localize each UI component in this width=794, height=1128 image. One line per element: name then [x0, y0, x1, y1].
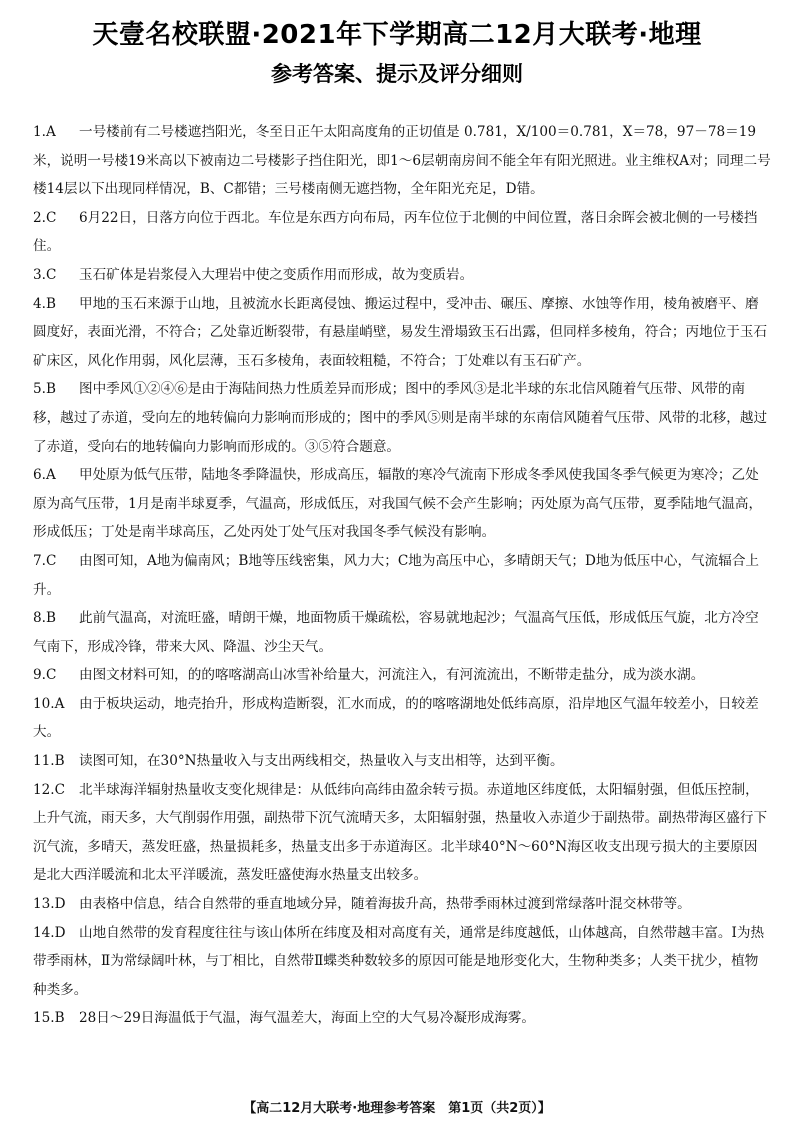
- answer-number: 15.B: [33, 1010, 65, 1027]
- answer-number: 10.A: [33, 695, 65, 712]
- answer-item: [33, 261, 771, 290]
- answer-item: [33, 747, 771, 776]
- answer-explanation: 甲处原为低气压带，陆地冬季降温快，形成高压，辐散的寒冷气流南下形成冬季风使我国冬季气候更为寒冷；乙处原为高气压带，1月是南半球夏季，气温高，形成低压，对我国气候不会产生影响；丙处原为高气压带，夏季陆地气温高，形成低压；丁处是南半球高压，乙处丙处丁处气压对我国冬季气候没有影响。: [33, 467, 763, 541]
- answer-list: [33, 118, 771, 1033]
- answer-number: 4.B: [33, 295, 56, 312]
- page-footer: 【高二12月大联考·地理参考答案 第1页（共2页）】: [243, 1101, 551, 1116]
- answer-explanation: 山地自然带的发育程度往往与该山体所在纬度及相对高度有关，通常是纬度越低，山体越高，自然带越丰富。Ⅰ为热带季雨林，Ⅱ为常绿阔叶林，与丁相比，自然带Ⅱ蝶类种数较多的原因可能是地形变化大，生物种类多；人类干扰少，植物种类多。: [33, 924, 765, 998]
- answer-item: [33, 547, 771, 604]
- answer-explanation: 北半球海洋辐射热量收支变化规律是：从低纬向高纬由盈余转亏损。赤道地区纬度低，太阳辐射强，但低压控制，上升气流，雨天多，大气削弱作用强，副热带下沉气流晴天多，太阳辐射强，热量收入赤道少于副热带。副热带海区盛行下沉气流，多晴天，蒸发旺盛，热量损耗多，热量支出多于赤道海区。北半球40°N～60°N海区收支出现亏损大的主要原因是北大西洋暖流和北太平洋暖流，蒸发旺盛使海水热量支出较多。: [33, 781, 768, 884]
- answer-item: [33, 919, 771, 1005]
- answer-item: [33, 776, 771, 890]
- answer-item: [33, 375, 771, 461]
- answer-item: [33, 890, 771, 919]
- answer-explanation: 6月22日，日落方向位于西北。车位是东西方向布局，丙车位位于北侧的中间位置，落日余晖会被北侧的一号楼挡住。: [33, 209, 758, 255]
- answer-number: 7.C: [33, 552, 57, 569]
- answer-explanation: 玉石矿体是岩浆侵入大理岩中使之变质作用而形成，故为变质岩。: [79, 266, 474, 283]
- answer-item: [33, 690, 771, 747]
- answer-explanation: 此前气温高，对流旺盛，晴朗干燥，地面物质干燥疏松，容易就地起沙；气温高气压低，形成低压气旋，北方冷空气南下，形成冷锋，带来大风、降温、沙尘天气。: [33, 610, 759, 655]
- answer-explanation: 一号楼前有二号楼遮挡阳光，冬至日正午太阳高度角的正切值是 0.781，X/100＝0.781，X＝78，97－78＝19米，说明一号楼19米高以下被南边二号楼影子挡住阳光，即1～6层朝南房间不能全年有阳光照进。业主维权A对；同理二号楼14层以下出现同样情况，B、C都错；三号楼南侧无遮挡物，全年阳光充足，D错。: [33, 124, 771, 198]
- answer-explanation: 由于板块运动，地壳抬升，形成构造断裂，汇水而成，的的喀喀湖地处低纬高原，沿岸地区气温年较差小，日较差大。: [33, 695, 759, 741]
- answer-item: [33, 661, 771, 690]
- answer-item: [33, 1004, 771, 1033]
- answer-number: 12.C: [33, 781, 66, 798]
- answer-item: [33, 604, 771, 661]
- answer-item: [33, 290, 771, 376]
- answer-number: 2.C: [33, 209, 57, 226]
- answer-number: 3.C: [33, 266, 57, 283]
- answer-explanation: 28日～29日海温低于气温，海气温差大，海面上空的大气易冷凝形成海雾。: [79, 1010, 535, 1027]
- answer-number: 1.A: [33, 124, 56, 140]
- answer-number: 14.D: [33, 924, 66, 941]
- page-title: 天壹名校联盟·2021年下学期高二12月大联考·地理: [92, 20, 702, 50]
- answer-number: 5.B: [33, 381, 56, 398]
- answer-number: 13.D: [33, 896, 66, 913]
- answer-item: [33, 118, 771, 204]
- answer-number: 9.C: [33, 667, 57, 684]
- answer-explanation: 图中季风①②④⑥是由于海陆间热力性质差异而形成；图中的季风③是北半球的东北信风随着气压带、风带的南移，越过了赤道，受向左的地转偏向力影响而形成的；图中的季风⑤则是南半球的东南信风随着气压带、风带的北移，越过了赤道，受向右的地转偏向力影响而形成的。③⑤符合题意。: [33, 381, 768, 455]
- answer-number: 11.B: [33, 753, 65, 770]
- page-subtitle: 参考答案、提示及评分细则: [271, 62, 523, 86]
- answer-number: 8.B: [33, 610, 56, 627]
- answer-explanation: 由图文材料可知，的的喀喀湖高山冰雪补给量大，河流注入，有河流流出，不断带走盐分，成为淡水湖。: [79, 667, 705, 684]
- answer-explanation: 由表格中信息，结合自然带的垂直地域分异，随着海拔升高，热带季雨林过渡到常绿落叶混交林带等。: [79, 896, 691, 913]
- answer-explanation: 由图可知，A地为偏南风；B地等压线密集，风力大；C地为高压中心，多晴朗天气；D地为低压中心，气流辐合上升。: [33, 552, 760, 598]
- answer-item: [33, 461, 771, 547]
- answer-item: [33, 204, 771, 261]
- answer-number: 6.A: [33, 467, 56, 484]
- answer-explanation: 甲地的玉石来源于山地，且被流水长距离侵蚀、搬运过程中，受冲击、碾压、摩擦、水蚀等作用，棱角被磨平、磨圆度好，表面光滑，不符合；乙处靠近断裂带，有悬崖峭壁，易发生滑塌致玉石出露，但同样多棱角，符合；丙地位于玉石矿床区，风化作用弱，风化层薄，玉石多棱角，表面较粗糙，不符合；丁处难以有玉石矿产。: [33, 295, 768, 369]
- answer-explanation: 读图可知，在30°N热量收入与支出两线相交，热量收入与支出相等，达到平衡。: [79, 753, 564, 770]
